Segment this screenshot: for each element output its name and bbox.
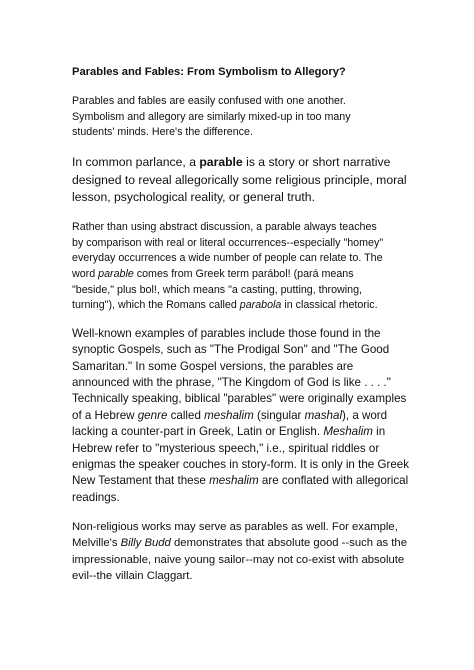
definition-paragraph [72, 154, 412, 207]
italic-term: Meshalim [323, 425, 373, 439]
italic-term: mashal [304, 408, 343, 422]
text-line: turning"), which the Romans called parabola in classical rhetoric. [72, 299, 378, 312]
italic-title: Billy Budd [120, 537, 171, 550]
text-line: "beside," plus bol!, which means "a casting, putting, throwing, [72, 283, 363, 296]
text-line: Samaritan." In some Gospel versions, the parables are [72, 359, 354, 373]
text-line: students' minds. Here's the difference. [72, 126, 253, 139]
italic-term: meshalim [204, 408, 254, 422]
text-line: designed to reveal allegorically some religious principle, moral [72, 172, 407, 187]
text-line: Non-religious works may serve as parables as well. For example, [72, 521, 398, 534]
text-line: Rather than using abstract discussion, a parable always teaches [72, 221, 377, 234]
text-line: everyday occurrences a wide number of people can relate to. The [72, 252, 383, 265]
text-line: Parables and fables are easily confused with one another. [72, 95, 346, 107]
document-body [72, 64, 412, 584]
text-line: of a Hebrew genre called meshalim (singular mashal), a word [72, 408, 388, 422]
text-line: Well-known examples of parables include those found in the [72, 326, 381, 340]
text-line: New Testament that these meshalim are conflated with allegorical [72, 474, 409, 488]
text-line: lesson, psychological reality, or general truth. [72, 190, 315, 205]
text-line: Hebrew refer to "mysterious speech," i.e., spiritual riddles or [72, 441, 380, 455]
text-line: lacking a counter-part in Greek, Latin or English. Meshalim in [72, 425, 386, 439]
intro-paragraph [72, 94, 412, 141]
text-line: Melville's Billy Budd demonstrates that absolute good --such as the [72, 537, 407, 550]
italic-term: meshalim [209, 474, 259, 488]
text-line: word parable comes from Greek term parábol! (pará means [72, 267, 354, 280]
text-line: evil--the villain Claggart. [72, 569, 193, 582]
italic-term: parabola [239, 299, 282, 312]
document-title: Parables and Fables: From Symbolism to Allegory? [72, 66, 346, 78]
text-line: enigmas the speaker couches in story-form. It is only in the Greek [72, 457, 410, 471]
text-line: announced with the phrase, "The Kingdom of God is like . . . ." [72, 375, 391, 389]
text-line: Technically speaking, biblical "parables" were originally examples [72, 392, 407, 406]
teaching-paragraph [72, 220, 412, 314]
text-line: by comparison with real or literal occurrences--especially "homey" [72, 236, 384, 249]
text-line: Symbolism and allegory are similarly mixed-up in too many [72, 110, 351, 123]
text-line: synoptic Gospels, such as "The Prodigal Son" and "The Good [72, 343, 390, 357]
text-line: impressionable, naive young sailor--may not co-exist with absolute [72, 553, 405, 566]
text-line: In common parlance, a parable is a story or short narrative [72, 154, 391, 169]
italic-term: parable [98, 267, 134, 280]
text-line: readings. [72, 490, 120, 504]
italic-term: genre [137, 408, 168, 422]
examples-paragraph [72, 326, 412, 506]
nonreligious-paragraph [72, 519, 412, 584]
keyword-parable: parable [199, 154, 243, 169]
